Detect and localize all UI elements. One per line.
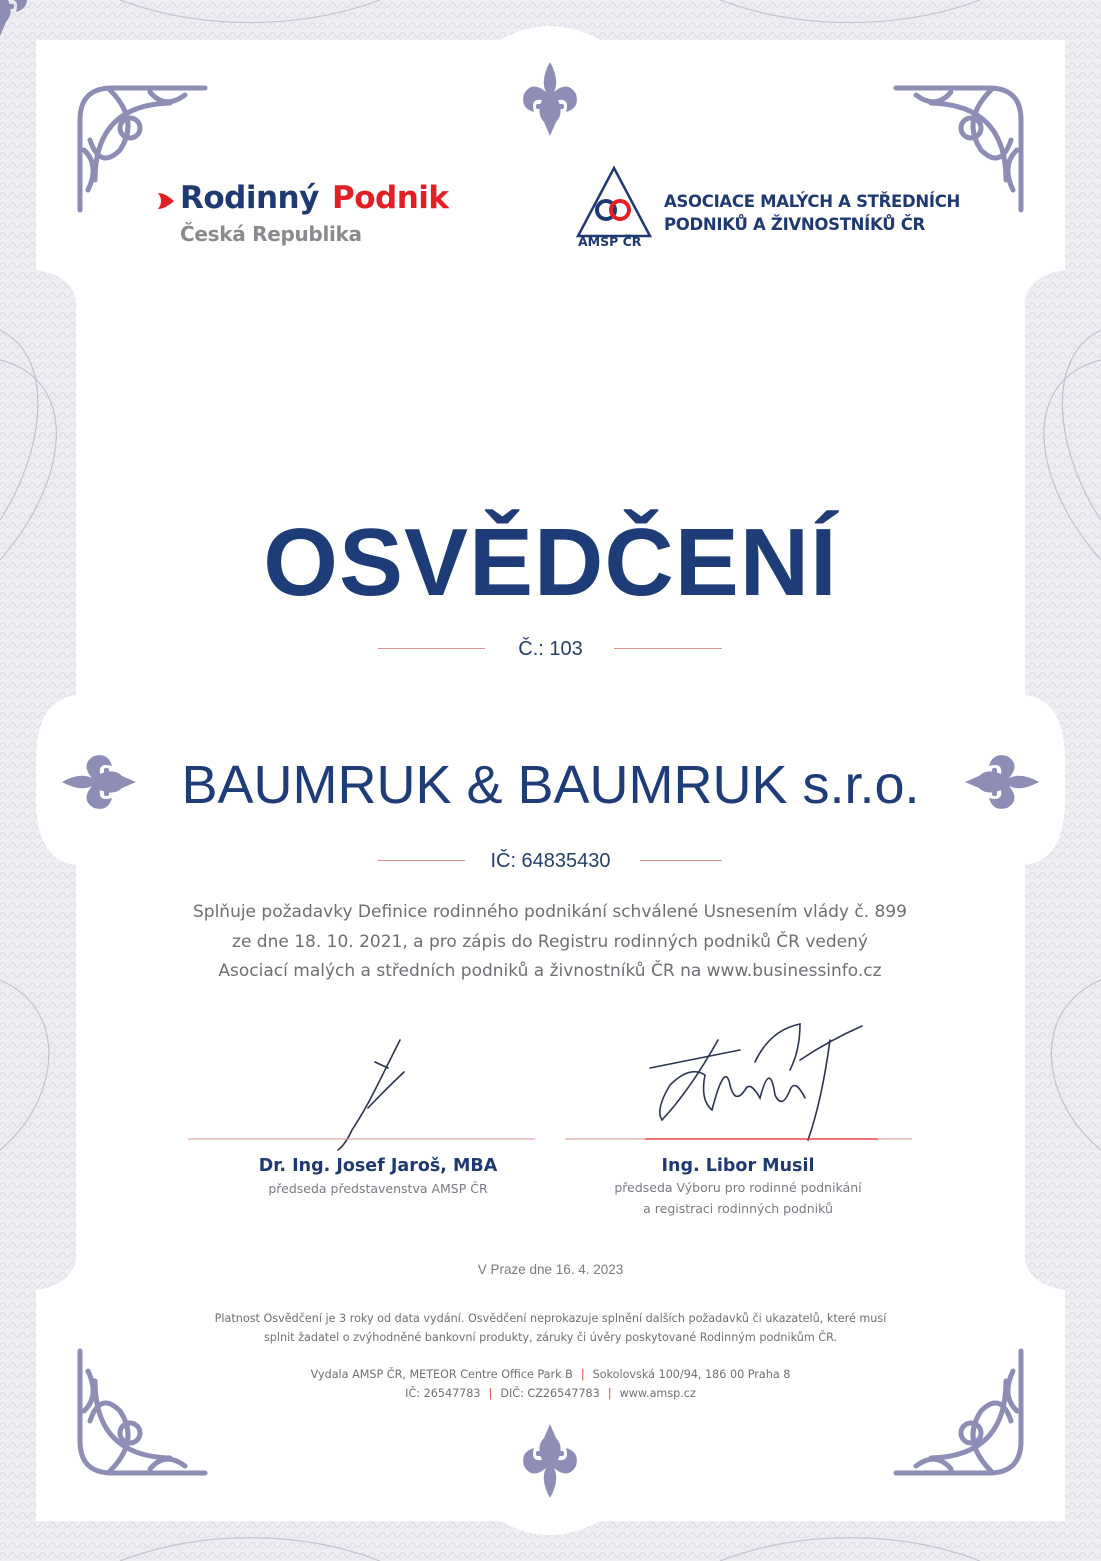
amsp-name-line1: ASOCIACE MALÝCH A STŘEDNÍCH <box>664 192 961 211</box>
company-name: BAUMRUK & BAUMRUK s.r.o. <box>181 755 920 815</box>
ic-rule-right <box>640 860 722 861</box>
amsp-logo <box>576 164 961 254</box>
signatory-1 <box>188 1156 568 1199</box>
issuer-web[interactable]: www.amsp.cz <box>619 1387 696 1400</box>
signatory-role: předseda představenstva AMSP ČR <box>268 1181 488 1196</box>
amsp-badge-text: AMSP ČR <box>578 234 642 249</box>
validity-line: splnit žadatel o zvýhodněné bankovní produkty, záruky či úvěry poskytované Rodinným podnikům ČR. <box>263 1331 838 1344</box>
issuer-ic: IČ: 26547783 <box>405 1387 481 1400</box>
statement-line: Splňuje požadavky Definice rodinného podnikání schválené Usnesením vlády č. 899 <box>192 902 908 922</box>
statement-line: ze dne 18. 10. 2021, a pro zápis do Registru rodinných podniků ČR vedený <box>232 931 868 952</box>
issuer-text: Vydala AMSP ČR, METEOR Centre Office Park B <box>310 1368 573 1381</box>
heart-arrow-icon <box>155 190 177 212</box>
certificate-title: OSVĚDČENÍ <box>263 509 838 616</box>
signatory-role: předseda Výboru pro rodinné podnikání <box>614 1180 862 1195</box>
logo-word-rodinny: Rodinný <box>180 180 319 216</box>
issuer-address: Sokolovská 100/94, 186 00 Praha 8 <box>592 1368 791 1381</box>
validity-note <box>150 1309 951 1347</box>
company-ic: IČ: 64835430 <box>490 850 611 872</box>
certificate-number: Č.: 103 <box>518 638 583 660</box>
rodinny-podnik-logo <box>155 182 475 252</box>
logo-subtitle: Česká Republika <box>180 222 362 246</box>
signatory-2 <box>548 1156 928 1219</box>
place-date: V Praze dne 16. 4. 2023 <box>477 1262 624 1277</box>
issuer-dic: DIČ: CZ26547783 <box>500 1387 600 1400</box>
certificate-statement <box>140 898 960 987</box>
validity-line: Platnost Osvědčení je 3 roky od data vydání. Osvědčení neprokazuje splnění dalších požadavků či ukazatelů, které musí <box>214 1312 887 1325</box>
issuer-info <box>100 1365 1001 1403</box>
signatory-role-line2: a registraci rodinných podniků <box>643 1201 833 1216</box>
separator: | <box>488 1387 493 1400</box>
separator: | <box>607 1387 612 1400</box>
amsp-triangle-icon <box>576 164 652 240</box>
separator: | <box>580 1368 585 1381</box>
amsp-name-line2: PODNIKŮ A ŽIVNOSTNÍKŮ ČR <box>664 215 925 234</box>
number-rule-right <box>614 648 722 649</box>
statement-line: Asociací malých a středních podniků a živnostníků ČR na www.businessinfo.cz <box>218 961 882 981</box>
signatory-name: Ing. Libor Musil <box>661 1156 815 1176</box>
signatory-name: Dr. Ing. Josef Jaroš, MBA <box>258 1156 498 1176</box>
logo-word-podnik: Podnik <box>332 180 449 216</box>
